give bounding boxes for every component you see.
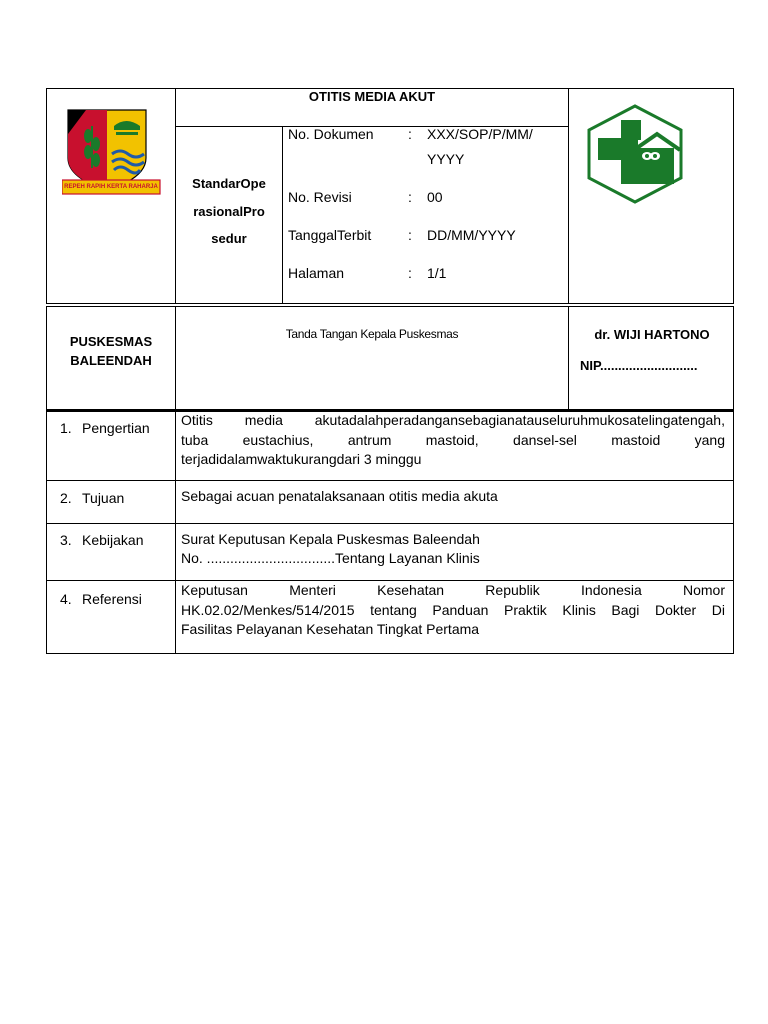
- field-value: 1/1: [427, 265, 447, 281]
- sop-label-line: rasionalPro: [193, 204, 265, 219]
- section-label-tujuan: Tujuan: [82, 490, 125, 506]
- section-label-kebijakan: Kebijakan: [82, 532, 144, 548]
- content-line: Surat Keputusan Kepala Puskesmas Baleendah: [181, 531, 480, 547]
- section-content-kebijakan: [181, 530, 725, 568]
- field-value: XXX/SOP/P/MM/: [427, 126, 533, 142]
- emblem-banner-text: REPEH RAPIH KERTA RAHARJA: [64, 184, 158, 190]
- field-value: DD/MM/YYYY: [427, 227, 516, 243]
- sections-divider: [175, 409, 176, 654]
- content-line: terjadidalamwaktukurangdari 3 minggu: [181, 451, 422, 467]
- section-number: 4.: [60, 591, 72, 607]
- content-line: Fasilitas Pelayanan Kesehatan Tingkat Pertama: [181, 621, 480, 637]
- field-label: No. Dokumen: [288, 126, 374, 142]
- signature-caption: Tanda Tangan Kepala Puskesmas: [285, 327, 459, 341]
- section-number: 1.: [60, 420, 72, 436]
- puskesmas-name: [47, 332, 175, 370]
- sop-label-line: StandarOpe: [192, 176, 266, 191]
- puskesmas-logo: [584, 104, 686, 204]
- sop-label-line: sedur: [211, 231, 247, 246]
- head-name: dr. WIJI HARTONO: [594, 327, 710, 342]
- section-content-pengertian: [181, 411, 725, 470]
- content-line: Otitis media akutadalahperadangansebagianatauseluruhmukosatelingatengah,: [181, 412, 725, 428]
- field-separator: :: [408, 189, 412, 205]
- fields-divider: [282, 126, 283, 304]
- content-line: Sebagai acuan penatalaksanaan otitis media akuta: [181, 488, 498, 504]
- field-label: No. Revisi: [288, 189, 352, 205]
- field-separator: :: [408, 126, 412, 142]
- field-label: TanggalTerbit: [288, 227, 372, 243]
- content-line: Keputusan Menteri Kesehatan Republik Indonesia Nomor: [181, 582, 725, 598]
- row-divider-2: [46, 523, 734, 524]
- content-line: HK.02.02/Menkes/514/2015 tentang Panduan Praktik Klinis Bagi Dokter Di: [181, 601, 725, 618]
- head-nip: NIP...........................: [580, 358, 698, 373]
- content-line: No. .................................Tentang Layanan Klinis: [181, 550, 480, 566]
- signature-divider-2: [568, 306, 569, 412]
- sop-label: [176, 170, 282, 253]
- document-title: OTITIS MEDIA AKUT: [308, 89, 436, 104]
- field-value: YYYY: [427, 151, 465, 167]
- field-label: Halaman: [288, 265, 345, 281]
- section-label-pengertian: Pengertian: [82, 420, 150, 436]
- section-number: 3.: [60, 532, 72, 548]
- field-value: 00: [427, 189, 443, 205]
- section-content-referensi: [181, 581, 725, 640]
- section-content-tujuan: [181, 487, 725, 505]
- puskesmas-name-line: PUSKESMAS: [69, 334, 153, 349]
- section-label-referensi: Referensi: [82, 591, 142, 607]
- section-number: 2.: [60, 490, 72, 506]
- row-divider-1: [46, 480, 734, 481]
- field-separator: :: [408, 265, 412, 281]
- puskesmas-name-line: BALEENDAH: [70, 353, 152, 368]
- header-divider-2: [568, 88, 569, 304]
- content-line: tuba eustachius, antrum mastoid, dansel-sel mastoid yang: [181, 431, 725, 448]
- field-separator: :: [408, 227, 412, 243]
- signature-divider-1: [175, 306, 176, 412]
